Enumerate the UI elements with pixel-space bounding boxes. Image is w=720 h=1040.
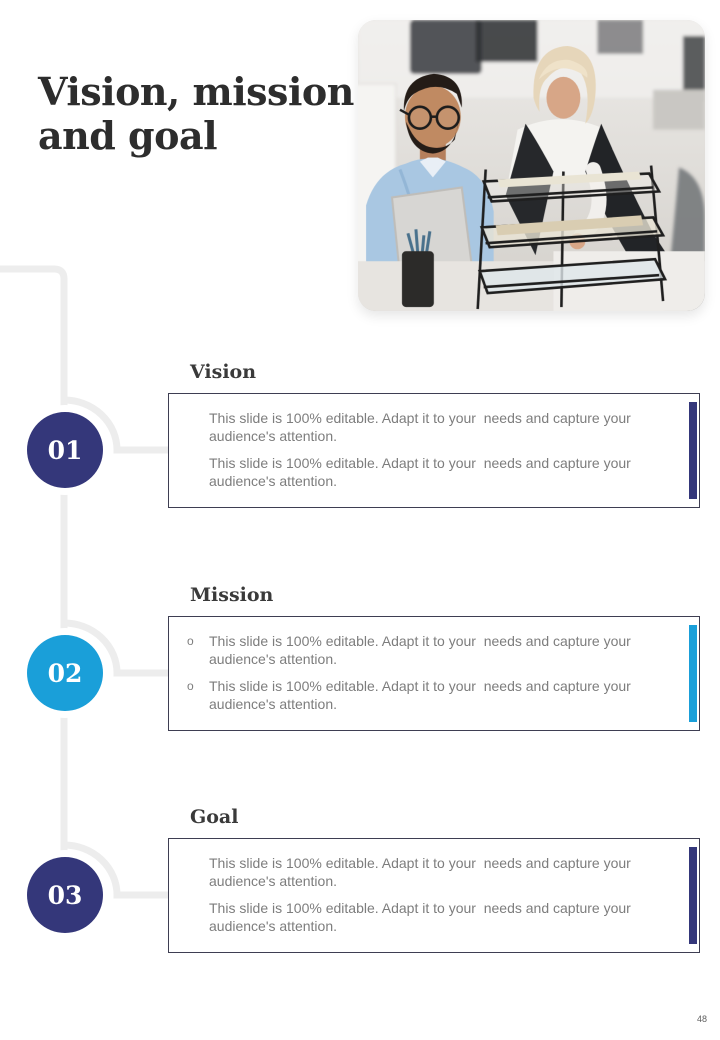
bullet-marker: o [187, 634, 194, 648]
step-number-3-label: 03 [47, 880, 83, 910]
goal-textbox[interactable] [168, 838, 700, 953]
page-title-line1: Vision, mission [38, 69, 354, 114]
section-heading-mission: Mission [190, 584, 274, 606]
placeholder-text: This slide is 100% editable. Adapt it to your needs and capture your audience's attention. [209, 678, 635, 712]
placeholder-text: This slide is 100% editable. Adapt it to your needs and capture your audience's attention. [209, 410, 635, 444]
step-number-1-label: 01 [47, 435, 83, 465]
mission-paragraph-2 [187, 677, 643, 713]
step-number-1 [27, 412, 103, 488]
mission-textbox[interactable] [168, 616, 700, 731]
placeholder-text: This slide is 100% editable. Adapt it to your needs and capture your audience's attention. [209, 900, 635, 934]
vision-paragraph-2 [209, 454, 643, 490]
accent-bar [689, 402, 697, 499]
page-title-line2: and goal [38, 112, 218, 158]
placeholder-text: This slide is 100% editable. Adapt it to your needs and capture your audience's attention. [209, 633, 635, 667]
bullet-marker: o [187, 679, 194, 693]
placeholder-text: This slide is 100% editable. Adapt it to your needs and capture your audience's attention. [209, 855, 635, 889]
mission-paragraph-1 [187, 632, 643, 668]
vision-textbox[interactable] [168, 393, 700, 508]
accent-bar [689, 847, 697, 944]
step-number-3 [27, 857, 103, 933]
vision-paragraph-1 [209, 409, 643, 445]
placeholder-text: This slide is 100% editable. Adapt it to your needs and capture your audience's attention. [209, 455, 635, 489]
section-heading-goal: Goal [190, 806, 239, 828]
step-number-2 [27, 635, 103, 711]
page-title [38, 70, 354, 157]
page-number: 48 [696, 1014, 707, 1024]
goal-paragraph-1 [209, 854, 643, 890]
office-photo [358, 20, 705, 311]
section-heading-vision: Vision [190, 361, 257, 383]
step-number-2-label: 02 [47, 658, 83, 688]
goal-paragraph-2 [209, 899, 643, 935]
accent-bar [689, 625, 697, 722]
